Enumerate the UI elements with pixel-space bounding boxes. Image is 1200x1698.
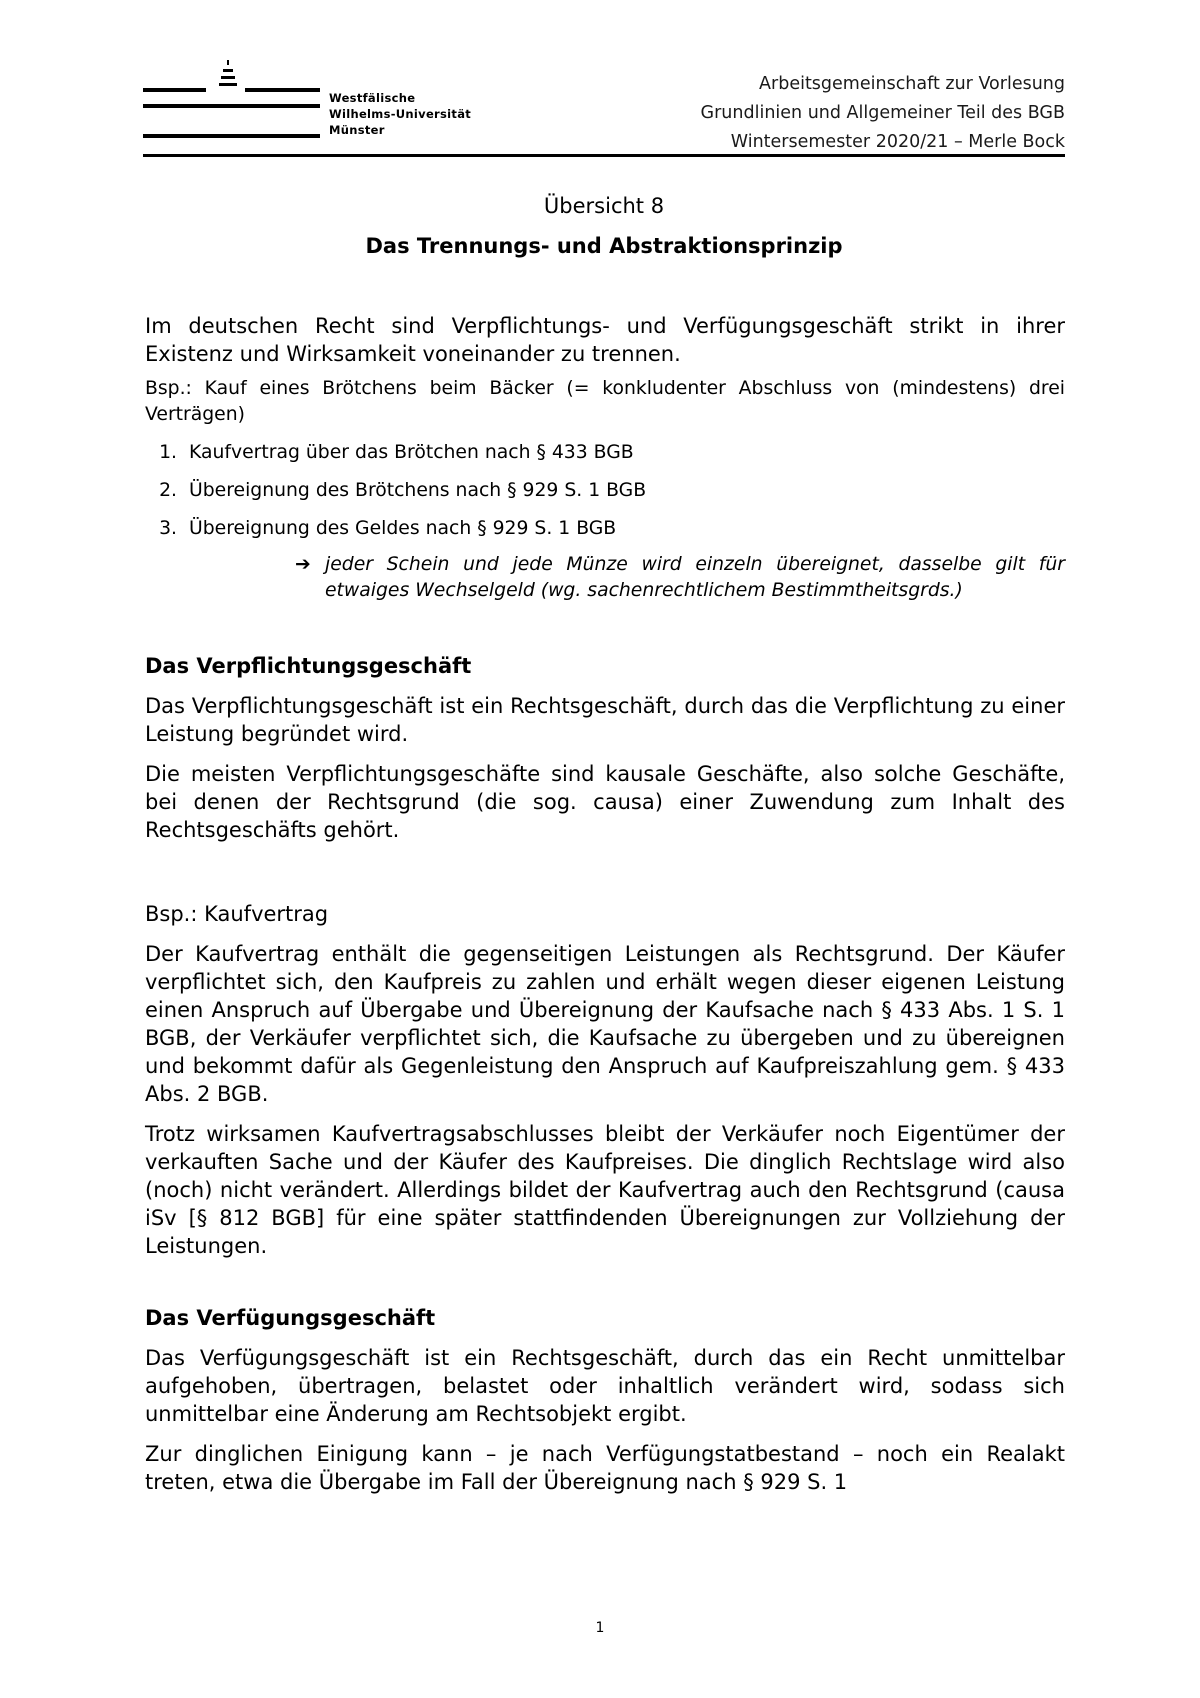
document-body — [145, 312, 1065, 1496]
overview-number: Übersicht 8 — [543, 194, 665, 218]
verfuegung-realakt: Zur dinglichen Einigung kann – je nach Verfügungstatbestand – noch ein Realakt treten, etwa die Übergabe im Fall der Übereignung nach § 929 S. 1 — [145, 1442, 1065, 1494]
page-number: 1 — [595, 1620, 605, 1636]
arrow-note — [295, 552, 1065, 604]
logo-line-3: Münster — [329, 123, 385, 137]
list-item: 2. Übereignung des Brötchens nach § 929 S. 1 BGB — [183, 472, 1065, 510]
arrow-note-text: jeder Schein und jede Münze wird einzeln übereignet, dasselbe gilt für etwaiges Wechselgeld (wg. sachenrechtlichem Bestimmtheitsgrds.) — [325, 554, 1065, 601]
logo-line-1: Westfälische — [329, 91, 416, 105]
header-lecture: Grundlinien und Allgemeiner Teil des BGB — [700, 103, 1065, 123]
kaufvertrag-example-label: Bsp.: Kaufvertrag — [145, 902, 329, 926]
kaufvertrag-legal-situation: Trotz wirksamen Kaufvertragsabschlusses bleibt der Verkäufer noch Eigentümer der verkauften Sache und der Käufer des Kaufpreises. Die dinglich Rechtslage wird also (noch) nicht verändert. Allerdings bildet der Kaufvertrag auch den Rechtsgrund (causa iSv [§ 812 BGB] für eine später stattfindenden Übereignungen zur Vollziehung der Leistungen. — [145, 1122, 1065, 1258]
section-heading-verpflichtung: Das Verpflichtungsgeschäft — [145, 654, 472, 678]
header-info — [701, 70, 1065, 157]
verfuegung-definition: Das Verfügungsgeschäft ist ein Rechtsgeschäft, durch das ein Recht unmittelbar aufgehoben, übertragen, belastet oder inhaltlich verändert wird, sodass sich unmittelbar eine Änderung am Rechtsobjekt ergibt. — [145, 1346, 1065, 1426]
header-course: Arbeitsgemeinschaft zur Vorlesung — [759, 74, 1065, 94]
list-item: 1. Kaufvertrag über das Brötchen nach § 433 BGB — [183, 434, 1065, 472]
intro-example: Bsp.: Kauf eines Brötchens beim Bäcker (= konkludenter Abschluss von (mindestens) drei Verträgen) — [145, 378, 1065, 425]
contracts-list — [145, 434, 1065, 548]
logo-line-2: Wilhelms-Universität — [329, 107, 472, 121]
university-wordmark — [329, 90, 471, 138]
page-title: Das Trennungs- und Abstraktionsprinzip — [365, 234, 843, 258]
kaufvertrag-explanation: Der Kaufvertrag enthält die gegenseitigen Leistungen als Rechtsgrund. Der Käufer verpflichtet sich, den Kaufpreis zu zahlen und erhält wegen dieser eigenen Leistung einen Anspruch auf Übergabe und Übereignung der Kaufsache nach § 433 Abs. 1 S. 1 BGB, der Verkäufer verpflichtet sich, die Kaufsache zu übergeben und zu übereignen und bekommt dafür als Gegenleistung den Anspruch auf Kaufpreiszahlung gem. § 433 Abs. 2 BGB. — [145, 942, 1065, 1106]
verpflichtung-definition: Das Verpflichtungsgeschäft ist ein Rechtsgeschäft, durch das die Verpflichtung zu einer Leistung begründet wird. — [145, 694, 1065, 746]
intro-paragraph: Im deutschen Recht sind Verpflichtungs- und Verfügungsgeschäft strikt in ihrer Existenz und Wirksamkeit voneinander zu trennen. — [145, 314, 1065, 366]
university-emblem-icon — [218, 60, 238, 92]
verpflichtung-causal: Die meisten Verpflichtungsgeschäfte sind kausale Geschäfte, also solche Geschäfte, bei denen der Rechtsgrund (die sog. causa) einer Zuwendung zum Inhalt des Rechtsgeschäfts gehört. — [145, 762, 1065, 842]
header-divider — [143, 154, 1065, 157]
header-semester-author: Wintersemester 2020/21 – Merle Bock — [730, 132, 1065, 152]
list-item: 3. Übereignung des Geldes nach § 929 S. 1 BGB — [183, 510, 1065, 548]
right-arrow-icon: ➔ — [295, 554, 311, 575]
section-heading-verfuegung: Das Verfügungsgeschäft — [145, 1306, 436, 1330]
university-logo — [143, 60, 503, 150]
